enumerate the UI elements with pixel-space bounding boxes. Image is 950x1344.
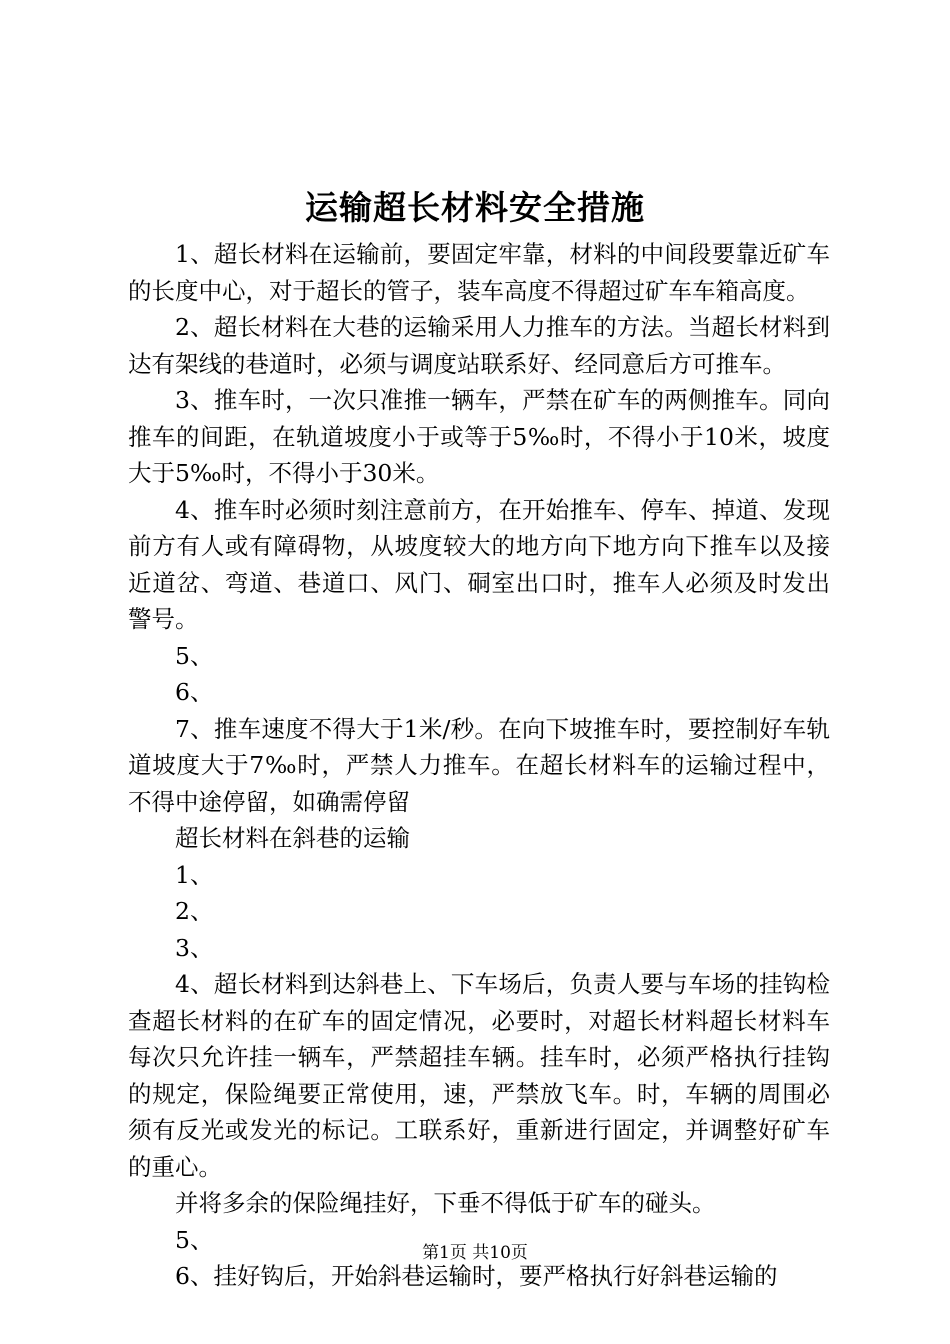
paragraph: 6、 bbox=[175, 678, 214, 706]
paragraph: 2、超长材料在大巷的运输采用人力推车的方法。当超长材料到达有架线的巷道时，必须与调度站联系好、经同意后方可推车。 bbox=[128, 313, 830, 378]
paragraph: 7、推车速度不得大于1米/秒。在向下坡推车时，要控制好车轨道坡度大于7‰时，严禁人力推车。在超长材料车的运输过程中，不得中途停留，如确需停留 bbox=[128, 714, 830, 816]
section-heading: 超长材料在斜巷的运输 bbox=[175, 824, 410, 852]
paragraph: 6、挂好钩后，开始斜巷运输时，要严格执行好斜巷运输的 bbox=[175, 1262, 778, 1290]
page-footer: 第1页 共10页 bbox=[422, 1243, 528, 1263]
paragraph: 3、推车时，一次只准推一辆车，严禁在矿车的两侧推车。同向推车的间距，在轨道坡度小于或等于5‰时，不得小于10米，坡度大于5‰时，不得小于30米。 bbox=[128, 386, 830, 487]
paragraph: 1、超长材料在运输前，要固定牢靠，材料的中间段要靠近矿车的长度中心，对于超长的管子，装车高度不得超过矿车车箱高度。 bbox=[128, 240, 830, 305]
paragraph: 4、超长材料到达斜巷上、下车场后，负责人要与车场的挂钩检查超长材料的在矿车的固定情况，必要时，对超长材料超长材料车每次只允许挂一辆车，严禁超挂车辆。挂车时，必须严格执行挂钩的规定，保险绳要正常使用，速，严禁放飞车。时，车辆的周围必须有反光或发光的标记。工联系好，重新进行固定，并调整好矿车的重心。 bbox=[128, 970, 830, 1181]
document-title: 运输超长材料安全措施 bbox=[305, 188, 645, 227]
paragraph: 3、 bbox=[175, 933, 214, 962]
paragraph: 2、 bbox=[175, 897, 214, 925]
document-body bbox=[128, 236, 830, 1295]
paragraph: 5、 bbox=[175, 641, 214, 670]
paragraph: 1、 bbox=[175, 860, 214, 889]
paragraph: 4、推车时必须时刻注意前方，在开始推车、停车、掉道、发现前方有人或有障碍物，从坡度较大的地方向下地方向下推车以及接近道岔、弯道、巷道口、风门、硐室出口时，推车人必须及时发出警号。 bbox=[128, 495, 830, 633]
paragraph: 5、 bbox=[175, 1225, 214, 1254]
paragraph: 并将多余的保险绳挂好，下垂不得低于矿车的碰头。 bbox=[175, 1189, 716, 1217]
